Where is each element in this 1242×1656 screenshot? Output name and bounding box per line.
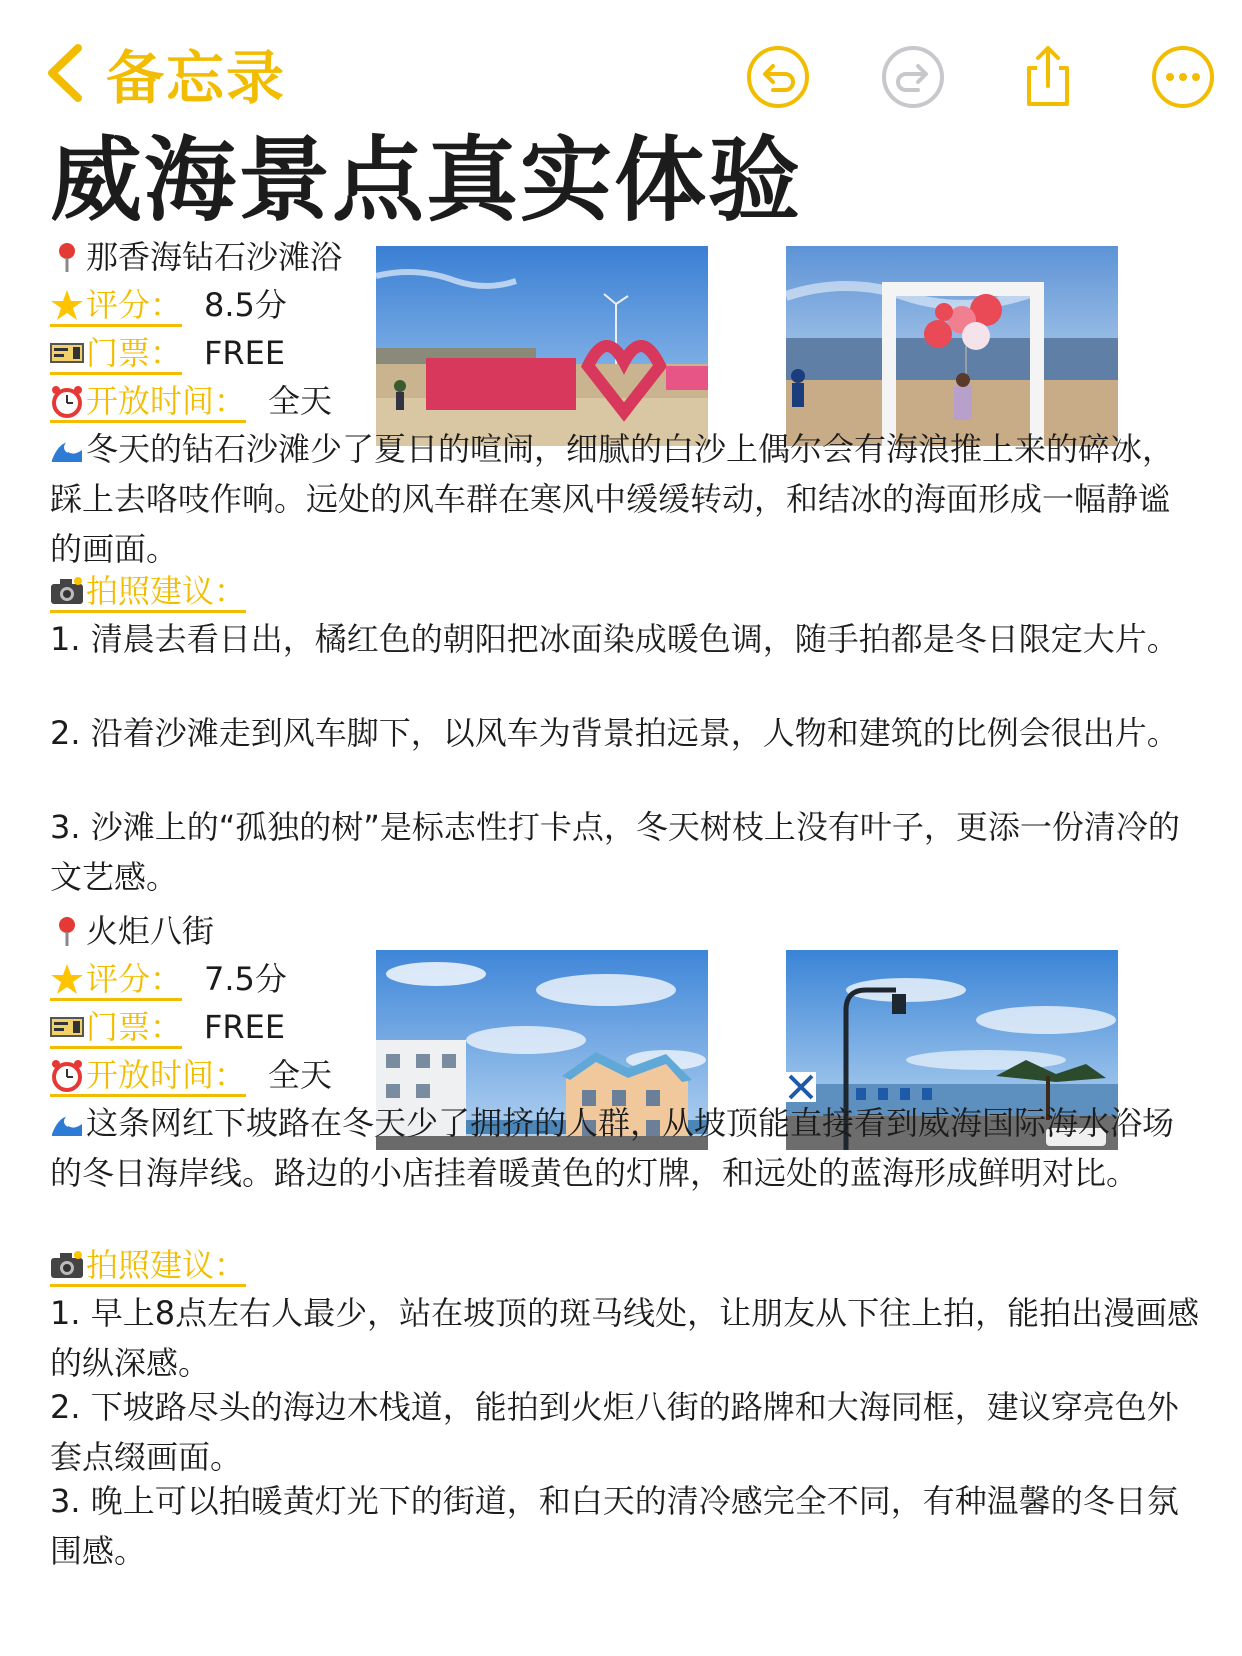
hours-value: 全天 — [268, 1056, 333, 1094]
tip-item: 2. 下坡路尽头的海边木栈道，能拍到火炬八街的路牌和大海同框，建议穿亮色外套点缀画面。 — [50, 1388, 1179, 1476]
spot-name-row — [50, 906, 214, 956]
tip-item: 2. 沿着沙滩走到风车脚下，以风车为背景拍远景，人物和建筑的比例会很出片。 — [50, 714, 1179, 752]
camera-icon — [50, 574, 84, 608]
spot-description: 这条网红下坡路在冬天少了拥挤的人群，从坡顶能直接看到威海国际海水浴场的冬日海岸线。路边的小店挂着暖黄色的灯牌，和远处的蓝海形成鲜明对比。 — [50, 1104, 1175, 1192]
ticket-value: FREE — [204, 1008, 286, 1046]
note-title: 威海景点真实体验 — [50, 127, 803, 234]
rating-row — [50, 954, 287, 1004]
pin-icon — [50, 240, 84, 274]
tips-label: 拍照建议： — [86, 572, 247, 610]
ticket-row — [50, 328, 285, 378]
ticket-row — [50, 1002, 285, 1052]
beach-arch-image — [786, 246, 1118, 446]
alarm-clock-icon — [50, 1058, 84, 1092]
tip-item: 1. 清晨去看日出，橘红色的朝阳把冰面染成暖色调，随手拍都是冬日限定大片。 — [50, 620, 1179, 658]
undo-icon — [745, 44, 811, 110]
ticket-label: 门票： — [86, 334, 183, 372]
hours-value: 全天 — [268, 382, 333, 420]
share-button[interactable] — [1015, 44, 1081, 110]
ticket-label: 门票： — [86, 1008, 183, 1046]
spot-name: 那香海钻石沙滩浴 — [86, 238, 343, 276]
wave-icon — [50, 432, 84, 466]
wave-icon — [50, 1106, 84, 1140]
share-icon — [1015, 44, 1081, 110]
star-icon — [50, 288, 84, 322]
ticket-icon — [50, 336, 84, 370]
star-icon — [50, 962, 84, 996]
pin-icon — [50, 914, 84, 948]
ticket-value: FREE — [204, 334, 286, 372]
photo-beach-sign[interactable] — [376, 246, 708, 446]
back-button[interactable] — [44, 38, 287, 112]
rating-label: 评分： — [86, 960, 183, 998]
hours-label: 开放时间： — [86, 382, 247, 420]
more-icon — [1150, 44, 1216, 110]
tips-label: 拍照建议： — [86, 1246, 247, 1284]
rating-label: 评分： — [86, 286, 183, 324]
redo-icon — [880, 44, 946, 110]
undo-button[interactable] — [745, 44, 811, 110]
nav-bar — [0, 0, 1242, 130]
tips-heading — [50, 566, 246, 616]
redo-button[interactable] — [880, 44, 946, 110]
tips-heading — [50, 1240, 246, 1290]
back-label: 备忘录 — [106, 44, 287, 112]
alarm-clock-icon — [50, 384, 84, 418]
tip-item: 1. 早上8点左右人最少，站在坡顶的斑马线处，让朋友从下往上拍，能拍出漫画感的纵深感。 — [50, 1294, 1200, 1382]
rating-value: 7.5分 — [204, 960, 287, 998]
ticket-icon — [50, 1010, 84, 1044]
camera-icon — [50, 1248, 84, 1282]
hours-label: 开放时间： — [86, 1056, 247, 1094]
chevron-left-icon — [44, 42, 84, 104]
rating-value: 8.5分 — [204, 286, 287, 324]
beach-sign-image — [376, 246, 708, 446]
spot-name-row — [50, 232, 342, 282]
hours-row — [50, 1050, 332, 1100]
spot-name: 火炬八街 — [86, 912, 215, 950]
tip-item: 3. 晚上可以拍暖黄灯光下的街道，和白天的清冷感完全不同，有种温馨的冬日氛围感。 — [50, 1482, 1179, 1570]
more-button[interactable] — [1150, 44, 1216, 110]
rating-row — [50, 280, 287, 330]
spot-description: 冬天的钻石沙滩少了夏日的喧闹，细腻的白沙上偶尔会有海浪推上来的碎冰，踩上去咯吱作响。远处的风车群在寒风中缓缓转动，和结冰的海面形成一幅静谧的画面。 — [50, 430, 1175, 568]
photo-beach-arch[interactable] — [786, 246, 1118, 446]
hours-row — [50, 376, 332, 426]
tip-item: 3. 沙滩上的“孤独的树”是标志性打卡点，冬天树枝上没有叶子，更添一份清冷的文艺感。 — [50, 808, 1180, 896]
